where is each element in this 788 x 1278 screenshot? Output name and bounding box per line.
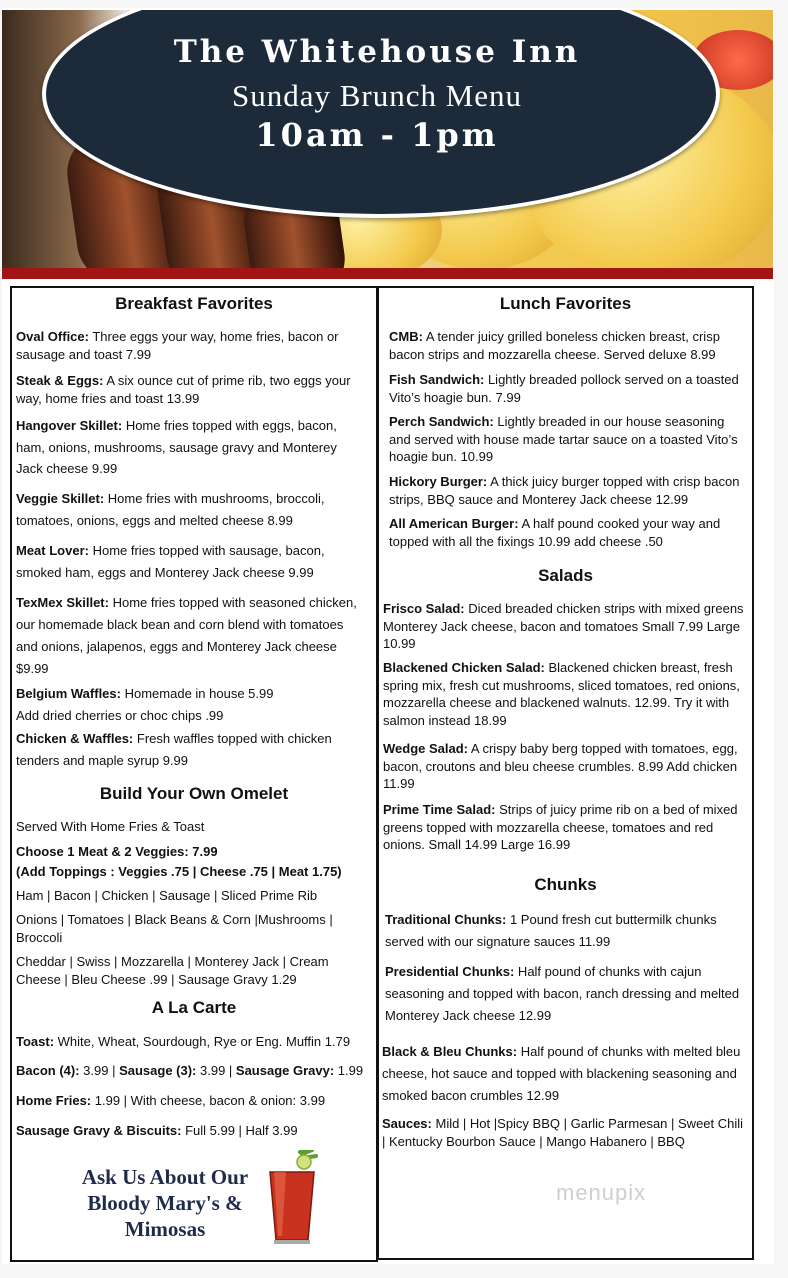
item-desc: Home fries topped with eggs, bacon, ham, onions, mushrooms, sausage gravy and Monterey Jack cheese 9.99 <box>16 418 337 476</box>
item-name: Fish Sandwich: <box>389 372 485 387</box>
alacarte-toast <box>16 1033 376 1051</box>
item-name: Home Fries: <box>16 1093 92 1108</box>
omelet-meats: Ham | Bacon | Chicken | Sausage | Sliced Prime Rib <box>16 888 318 903</box>
menu-item <box>16 415 366 480</box>
item-desc: Lightly breaded pollock served on a toasted Vito’s hoagie bun. 7.99 <box>389 372 739 405</box>
item-desc: 1.99 | With cheese, bacon & onion: 3.99 <box>91 1093 326 1108</box>
alacarte-heading: A La Carte <box>151 998 237 1017</box>
item-extra: Add dried cherries or choc chips .99 <box>16 708 224 723</box>
menu-item <box>382 1115 746 1150</box>
menu-item <box>16 592 368 680</box>
lunch-heading: Lunch Favorites <box>499 294 632 313</box>
item-desc: Home fries topped with sausage, bacon, smoked ham, eggs and Monterey Jack cheese 9.99 <box>16 543 325 580</box>
menu-item <box>383 740 745 793</box>
item-name: Sausage (3): <box>119 1063 197 1078</box>
item-desc: A tender juicy grilled boneless chicken breast, crisp bacon strips and mozzarella cheese. Served deluxe 8.99 <box>389 329 720 362</box>
item-desc: Full 5.99 | Half 3.99 <box>181 1123 298 1138</box>
item-name: CMB: <box>389 329 423 344</box>
menu-item <box>16 728 356 772</box>
item-price: 3.99 | <box>196 1063 236 1078</box>
item-desc: Three eggs your way, home fries, bacon or sausage and toast 7.99 <box>16 329 339 362</box>
item-name: Belgium Waffles: <box>16 686 121 701</box>
omelet-cheeses: Cheddar | Swiss | Mozzarella | Monterey Jack | Cream Cheese | Bleu Cheese .99 | Sausage Gravy 1.29 <box>16 954 329 987</box>
item-name: Toast: <box>16 1034 55 1049</box>
item-name: Veggie Skillet: <box>16 491 105 506</box>
menu-item <box>389 413 745 466</box>
drinks-promo <box>70 1164 260 1242</box>
item-name: Sauces: <box>382 1116 432 1131</box>
omelet-veggies: Onions | Tomatoes | Black Beans & Corn |Mushrooms | Broccoli <box>16 912 333 945</box>
item-name: TexMex Skillet: <box>16 595 109 610</box>
chunks-heading: Chunks <box>534 875 597 894</box>
item-desc: A six ounce cut of prime rib, two eggs your way, home fries and toast 13.99 <box>16 373 351 406</box>
omelet-served: Served With Home Fries & Toast <box>16 819 205 834</box>
promo-line: Ask Us About Our <box>81 1165 249 1189</box>
item-desc: A crispy baby berg topped with tomatoes, egg, bacon, croutons and bleu cheese crumbles. 8.99 Add chicken 11.99 <box>383 741 738 791</box>
alacarte-fries <box>16 1092 368 1110</box>
menu-item <box>389 473 745 508</box>
item-name: Traditional Chunks: <box>385 912 507 927</box>
item-desc: Fresh waffles topped with chicken tenders and maple syrup 9.99 <box>16 731 332 768</box>
menu-item <box>389 328 745 363</box>
omelet-toppings: (Add Toppings : Veggies .75 | Cheese .75 | Meat 1.75) <box>16 864 342 879</box>
menu-item <box>382 1041 746 1107</box>
menu-item <box>389 371 745 406</box>
item-desc: Half pound of chunks with cajun seasoning and topped with bacon, ranch dressing and melted Monterey Jack cheese 12.99 <box>385 964 740 1023</box>
omelet-choose: Choose 1 Meat & 2 Veggies: 7.99 <box>16 844 218 859</box>
item-desc: Strips of juicy prime rib on a bed of mixed greens topped with mozzarella cheese, tomatoes and red onions. Small 14.99 Large 16.99 <box>383 802 738 852</box>
item-desc: Half pound of chunks with melted bleu cheese, hot sauce and topped with blackening seasoning and smoked bacon crumbles 12.99 <box>382 1044 741 1103</box>
item-name: Hangover Skillet: <box>16 418 123 433</box>
watermark-logo: menupix <box>556 1180 647 1205</box>
item-desc: Lightly breaded in our house seasoning and served with house made tartar sauce on a toasted Vito’s hoagie bun. 10.99 <box>389 414 738 464</box>
menu-item <box>385 909 747 953</box>
item-name: Black & Bleu Chunks: <box>382 1044 518 1059</box>
menu-item <box>16 372 374 407</box>
item-name: Oval Office: <box>16 329 89 344</box>
item-desc: Blackened chicken breast, fresh spring mix, fresh cut mushrooms, sliced tomatoes, red onions, mozzarella cheese and blackened walnuts. 12.99. Try it with salmon instead 18.99 <box>383 660 740 728</box>
item-name: Sausage Gravy & Biscuits: <box>16 1123 182 1138</box>
item-name: Frisco Salad: <box>383 601 465 616</box>
hours: 10am - 1pm <box>255 116 499 154</box>
item-price: 1.99 <box>334 1063 364 1078</box>
item-desc: Mild | Hot |Spicy BBQ | Garlic Parmesan | Sweet Chili | Kentucky Bourbon Sauce | Mango Habanero | BBQ <box>382 1116 744 1149</box>
item-desc: Home fries with mushrooms, broccoli, tomatoes, onions, eggs and melted cheese 8.99 <box>16 491 325 528</box>
item-desc: Diced breaded chicken strips with mixed greens Monterey Jack cheese, bacon and tomatoes Small 7.99 Large 10.99 <box>383 601 744 651</box>
menu-item <box>16 328 372 363</box>
item-desc: A half pound cooked your way and topped with all the fixings 10.99 add cheese .50 <box>389 516 721 549</box>
menu-item <box>383 659 745 729</box>
item-name: Sausage Gravy: <box>235 1063 335 1078</box>
restaurant-name: The Whitehouse Inn <box>173 34 581 70</box>
alacarte-biscuits <box>16 1122 368 1140</box>
item-name: Prime Time Salad: <box>383 802 496 817</box>
item-desc: Home fries topped with seasoned chicken, our homemade black bean and corn blend with tomatoes and onions, jalapenos, eggs and Monterey Jack cheese $9.99 <box>16 595 357 676</box>
menu-item <box>16 488 368 532</box>
promo-line: Bloody Mary's & <box>87 1191 243 1215</box>
item-desc: 1 Pound fresh cut buttermilk chunks served with our signature sauces 11.99 <box>385 912 717 949</box>
menu-item <box>16 683 368 727</box>
menu-item <box>389 515 745 550</box>
item-name: Meat Lover: <box>16 543 89 558</box>
item-name: Blackened Chicken Salad: <box>383 660 545 675</box>
item-name: Chicken & Waffles: <box>16 731 134 746</box>
bloody-mary-glass-icon <box>266 1150 318 1246</box>
item-name: Perch Sandwich: <box>389 414 494 429</box>
item-name: Presidential Chunks: <box>385 964 515 979</box>
item-name: Steak & Eggs: <box>16 373 104 388</box>
header-food-photo <box>2 10 773 268</box>
menu-title: Sunday Brunch Menu <box>231 78 523 113</box>
item-desc: Homemade in house 5.99 <box>120 686 274 701</box>
item-desc: A thick juicy burger topped with crisp bacon strips, BBQ sauce and Monterey Jack cheese 12.99 <box>389 474 740 507</box>
alacarte-meats <box>16 1062 376 1080</box>
omelet-heading: Build Your Own Omelet <box>99 784 289 803</box>
item-name: All American Burger: <box>389 516 519 531</box>
salads-heading: Salads <box>538 566 593 585</box>
menu-item <box>383 801 745 854</box>
promo-line: Mimosas <box>124 1217 206 1241</box>
item-name: Hickory Burger: <box>389 474 488 489</box>
menu-item <box>16 540 356 584</box>
item-price: 3.99 | <box>79 1063 120 1078</box>
header-divider <box>2 268 773 279</box>
menu-item <box>385 961 747 1027</box>
breakfast-heading: Breakfast Favorites <box>115 294 273 313</box>
item-desc: White, Wheat, Sourdough, Rye or Eng. Muffin 1.79 <box>54 1034 351 1049</box>
menu-item <box>383 600 745 653</box>
item-name: Wedge Salad: <box>383 741 469 756</box>
item-name: Bacon (4): <box>16 1063 80 1078</box>
